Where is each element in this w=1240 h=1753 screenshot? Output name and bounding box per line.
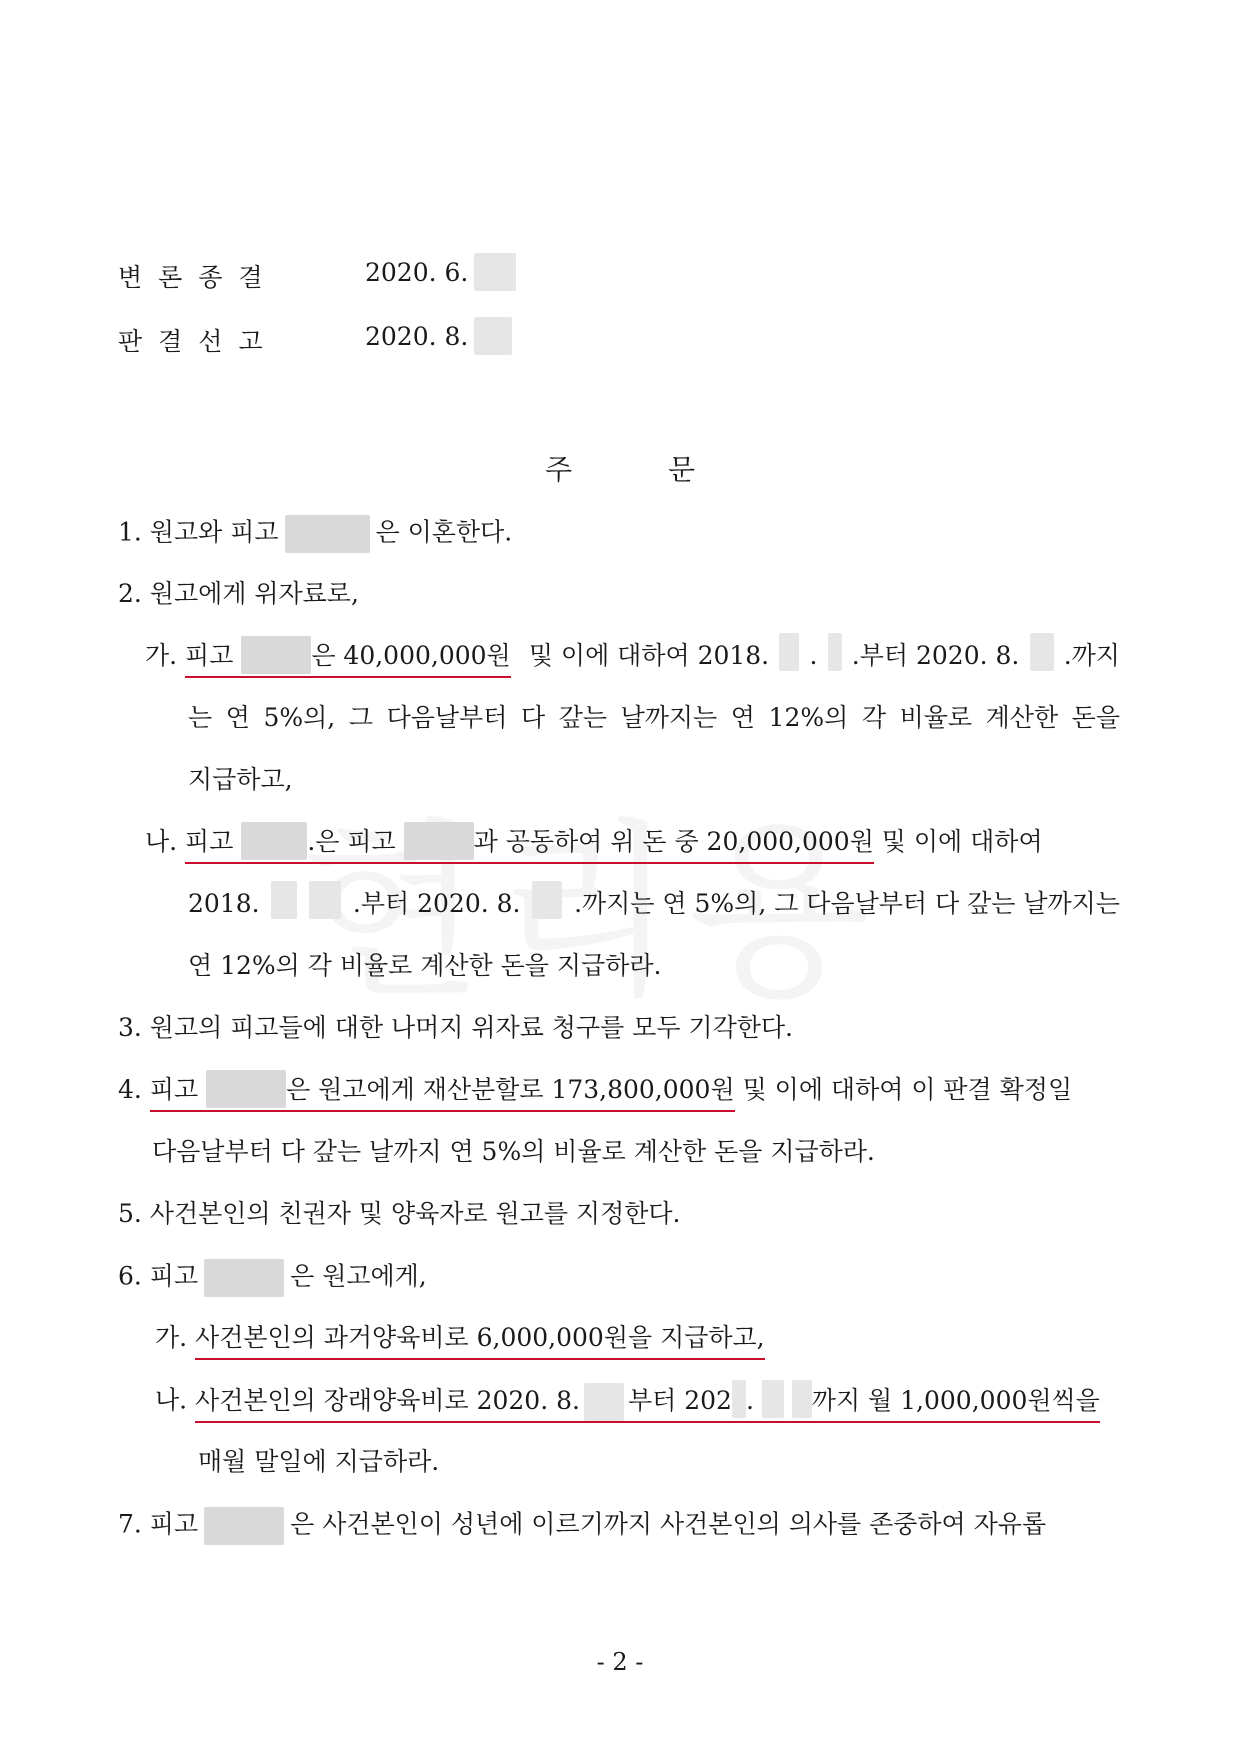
- para-2-ga-line-1: 가. 피고 은 40,000,000원 및 이에 대하여 2018. . .부터 2020. 8. .까지: [145, 639, 1120, 673]
- redaction: [779, 633, 799, 671]
- closing-label: 변론종결: [118, 263, 279, 292]
- para-3: 3. 원고의 피고들에 대한 나머지 위자료 청구를 모두 기각한다.: [118, 1013, 793, 1042]
- para-4-line-1: 4. 피고 은 원고에게 재산분할로 173,800,000원 및 이에 대하여 이 판결 확정일: [118, 1073, 1120, 1107]
- para-2-na-line-3: 연 12%의 각 비율로 계산한 돈을 지급하라.: [188, 951, 662, 980]
- judgment-date: 2020. 8.: [365, 322, 512, 355]
- redaction: [762, 1380, 784, 1418]
- redaction: [309, 881, 341, 919]
- redaction: [532, 881, 562, 919]
- redaction: [1030, 633, 1054, 671]
- page-number: - 2 -: [596, 1648, 644, 1676]
- underlined-text: 피고 은 40,000,000원: [185, 641, 511, 678]
- redaction: [404, 822, 474, 860]
- para-7: 7. 피고 은 사건본인이 성년에 이르기까지 사건본인의 의사를 존중하여 자유롭: [118, 1507, 1120, 1541]
- para-6-na-line-1: 나. 사건본인의 장래양육비로 2020. 8. 부터 202 . 까지 월 1,000,000원씩을: [155, 1383, 1120, 1417]
- para-2-na-line-1: 나. 피고 .은 피고 과 공동하여 위 돈 중 20,000,000원 및 이에 대하여: [145, 825, 1120, 859]
- redaction: [732, 1380, 746, 1418]
- judgment-label: 판결선고: [118, 327, 279, 356]
- underlined-text: 사건본인의 장래양육비로 2020. 8. 부터 202 . 까지 월 1,000,000원씩을: [195, 1386, 1100, 1423]
- closing-date: 2020. 6.: [365, 258, 516, 291]
- redaction: [241, 636, 311, 674]
- para-5: 5. 사건본인의 친권자 및 양육자로 원고를 지정한다.: [118, 1199, 681, 1228]
- redaction: [828, 633, 842, 671]
- para-2-ga-line-3: 지급하고,: [188, 765, 293, 794]
- redaction: [474, 253, 516, 291]
- para-6-ga: 가. 사건본인의 과거양육비로 6,000,000원을 지급하고,: [155, 1321, 765, 1355]
- redaction: [285, 515, 370, 553]
- para-2-ga-line-2: 는 연 5%의, 그 다음날부터 다 갚는 날까지는 연 12%의 각 비율로 계산한 돈을: [188, 703, 1120, 732]
- underlined-text: 사건본인의 과거양육비로 6,000,000원을 지급하고,: [195, 1323, 765, 1360]
- redaction: [204, 1507, 284, 1545]
- para-2-na-line-2: 2018. .부터 2020. 8. .까지는 연 5%의, 그 다음날부터 다 갚는 날까지는: [188, 887, 1120, 921]
- underlined-text: 피고 .은 피고 과 공동하여 위 돈 중 20,000,000원: [185, 827, 874, 864]
- section-title-right: 문: [668, 453, 696, 486]
- redaction: [584, 1383, 624, 1421]
- redaction: [271, 881, 297, 919]
- para-2: 2. 원고에게 위자료로,: [118, 579, 359, 608]
- section-title-left: 주: [545, 453, 573, 486]
- para-1: 1. 원고와 피고 은 이혼한다.: [118, 515, 512, 549]
- redaction: [792, 1380, 812, 1418]
- redaction: [206, 1070, 286, 1108]
- redaction: [241, 822, 307, 860]
- para-6-na-line-2: 매월 말일에 지급하라.: [198, 1447, 440, 1476]
- para-6: 6. 피고 은 원고에게,: [118, 1259, 427, 1293]
- para-4-line-2: 다음날부터 다 갚는 날까지 연 5%의 비율로 계산한 돈을 지급하라.: [152, 1137, 875, 1166]
- redaction: [474, 317, 512, 355]
- underlined-text: 피고 은 원고에게 재산분할로 173,800,000원: [150, 1075, 735, 1112]
- redaction: [204, 1259, 284, 1297]
